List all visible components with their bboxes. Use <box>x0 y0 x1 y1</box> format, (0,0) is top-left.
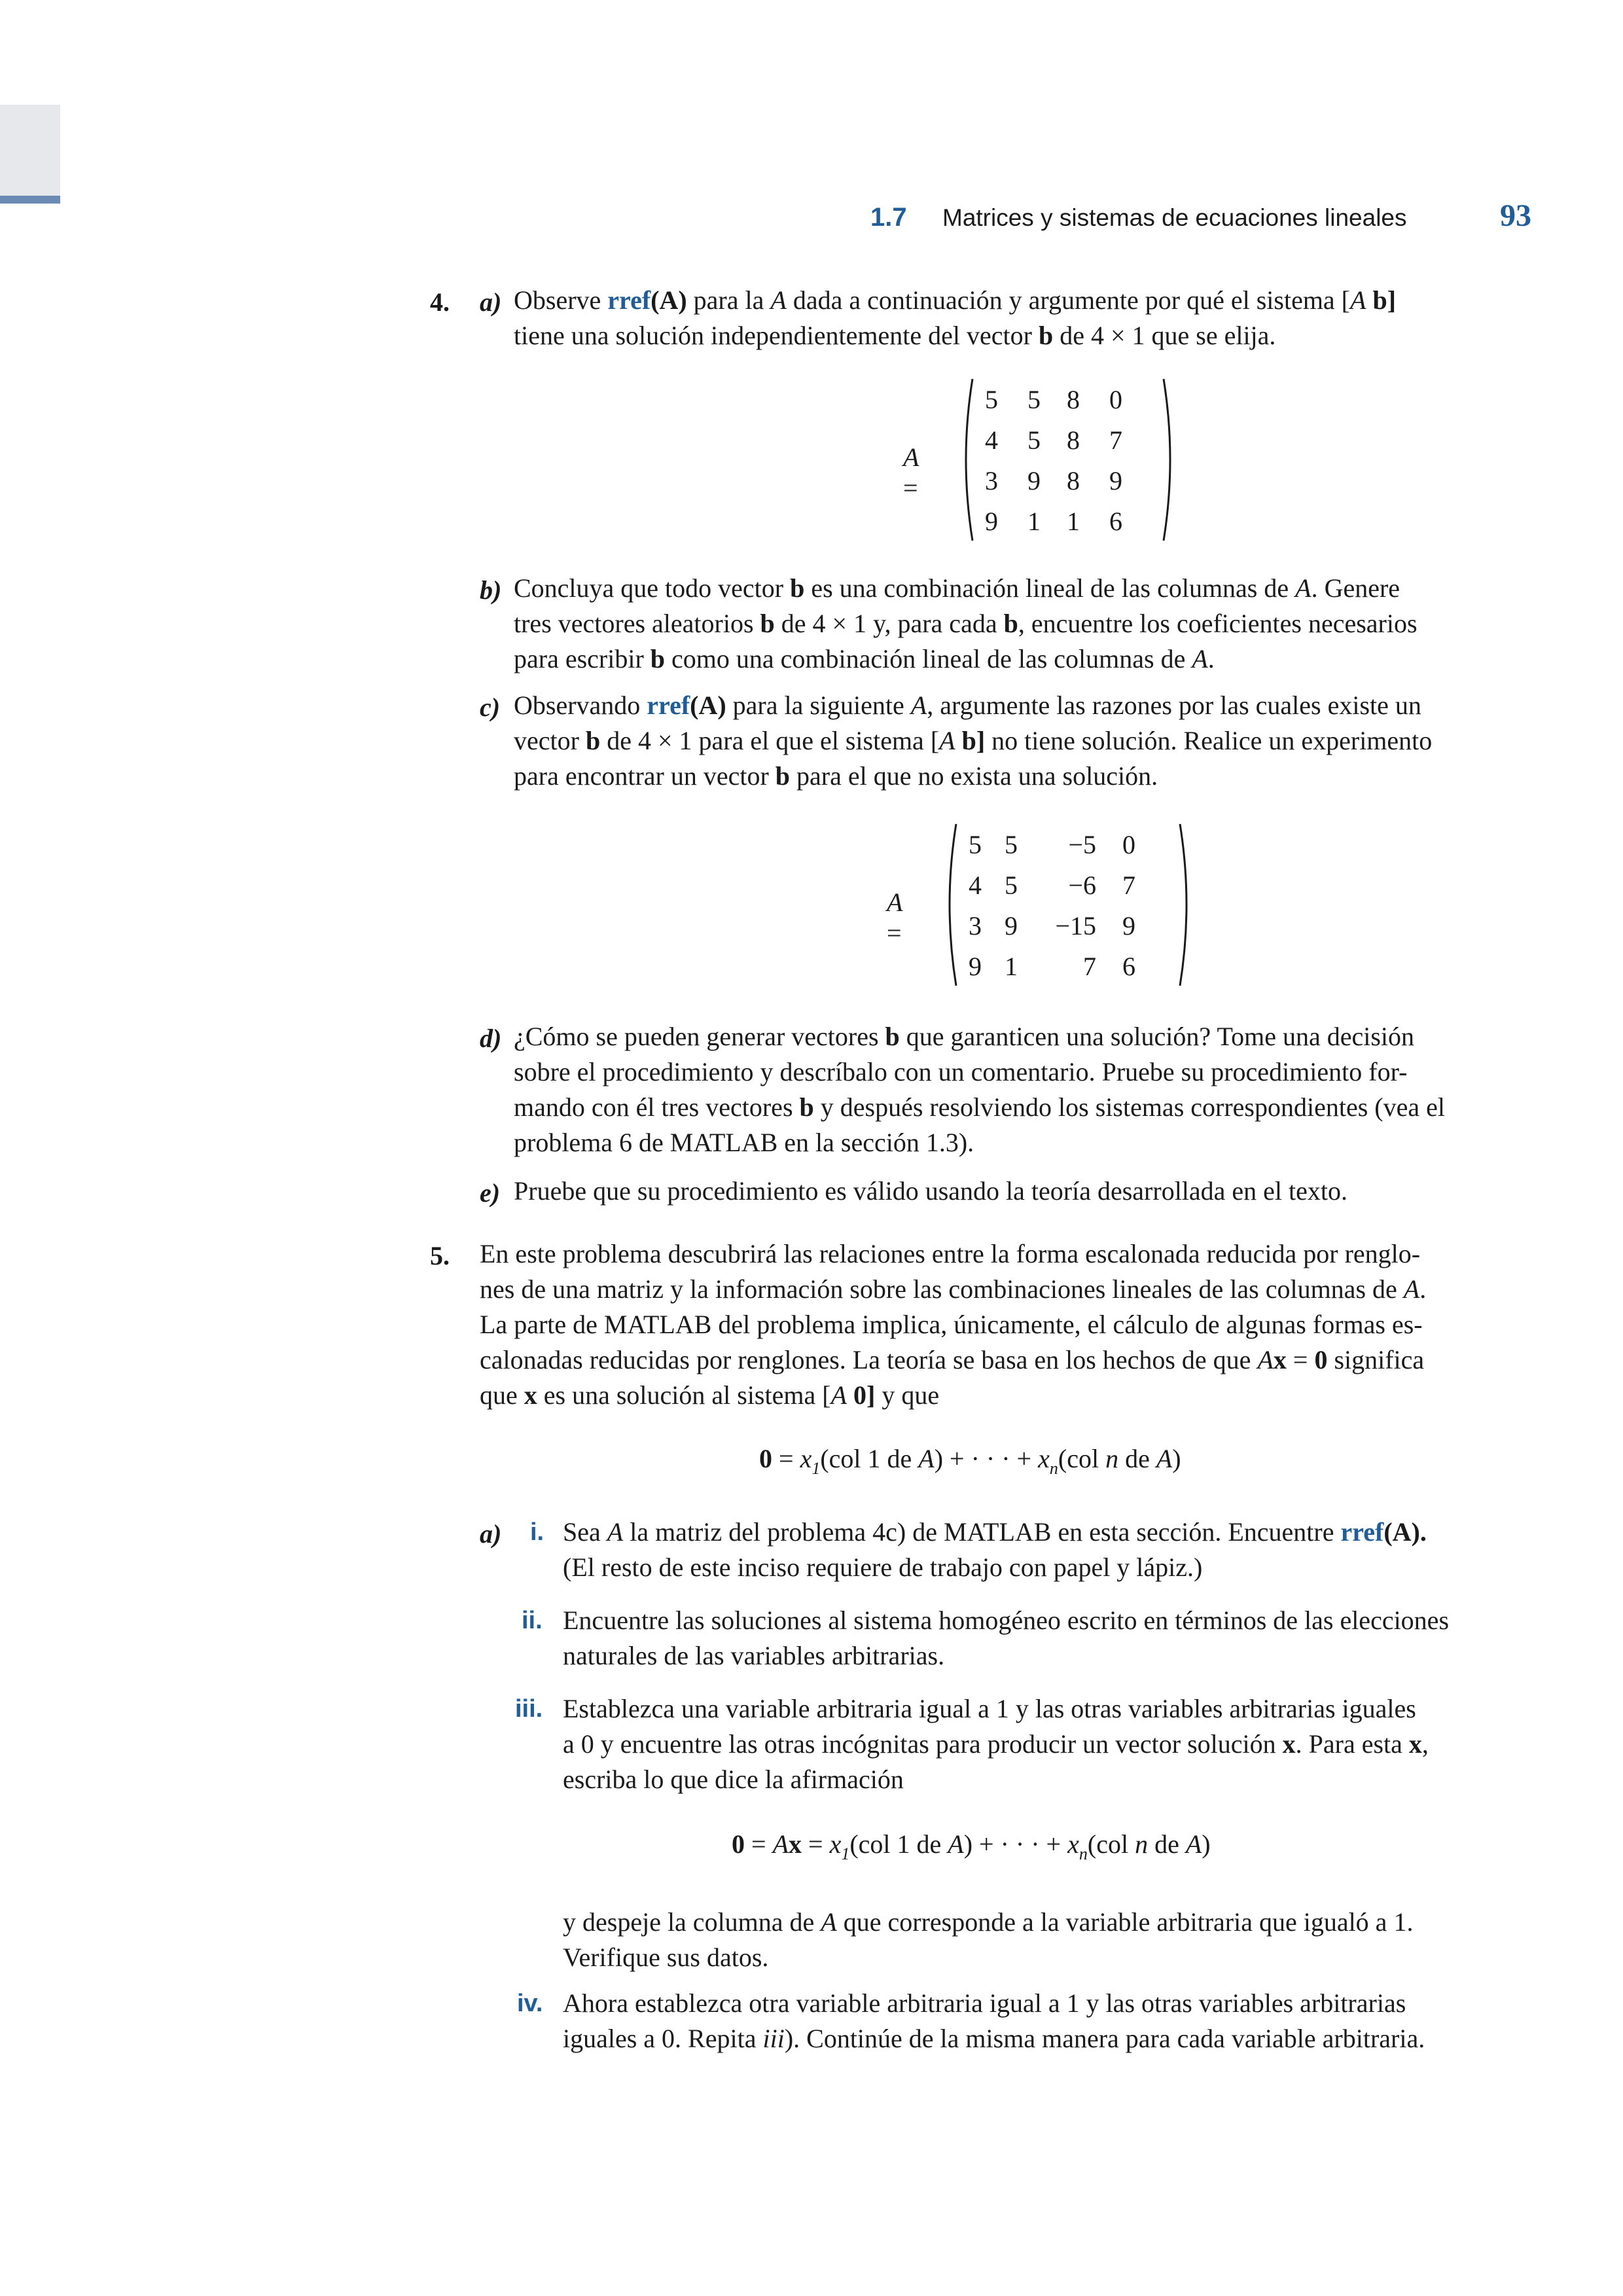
item-4d-line-1: ¿Cómo se pueden generar vectores b que garanticen una solución? Tome una decisión <box>514 1022 1415 1051</box>
matrix-2-cell-r3-c4: 9 <box>1122 911 1135 941</box>
item-4d-line-4: problema 6 de MATLAB en la sección 1.3). <box>514 1128 974 1157</box>
page-number: 93 <box>1500 198 1531 233</box>
problem-5-line-3: La parte de MATLAB del problema implica, únicamente, el cálculo de algunas formas es- <box>480 1310 1423 1339</box>
matrix-2-cell-r3-c1: 3 <box>969 911 982 941</box>
matrix-1-body <box>955 376 1185 543</box>
matrix-2-cell-r1-c1: 5 <box>969 830 982 859</box>
item-4c-line-3: para encontrar un vector b para el que no exista una solución. <box>514 761 1158 791</box>
running-header <box>870 198 1531 243</box>
item-4b-line-2: tres vectores aleatorios b de 4 × 1 y, para cada b, encuentre los coeficientes necesarios <box>514 609 1418 638</box>
item-4b-line-3: para escribir b como una combinación lineal de las columnas de A. <box>514 644 1215 673</box>
item-4a-label: a) <box>480 287 502 317</box>
matrix-1-cell-r4-c3: 1 <box>1067 507 1080 536</box>
problem-5-line-2: nes de una matriz y la información sobre las combinaciones lineales de las columnas de A. <box>480 1274 1427 1304</box>
matrix-2-cell-r2-c4: 7 <box>1122 870 1135 900</box>
matrix-1-cell-r2-c4: 7 <box>1109 425 1122 455</box>
side-tab-accent <box>0 196 60 204</box>
matrix-2-cell-r1-c4: 0 <box>1122 830 1135 859</box>
matrix-1-cell-r4-c2: 1 <box>1027 507 1041 536</box>
matrix-2-cell-r4-c3: 7 <box>1083 952 1096 981</box>
problem-5-intro <box>480 1236 1518 1413</box>
matrix-1-cell-r4-c4: 6 <box>1109 507 1122 536</box>
item-5a-iii-after-line-1: y despeje la columna de A que corresponde a la variable arbitraria que igualó a 1. <box>563 1907 1414 1937</box>
matrix-1-cell-r1-c2: 5 <box>1027 385 1041 414</box>
item-4c-line-2: vector b de 4 × 1 para el que el sistema [A b] no tiene solución. Realice un experimento <box>514 726 1433 755</box>
problem-4-number: 4. <box>430 287 450 317</box>
item-4d-line-3: mando con él tres vectores b y después resolviendo los sistemas correspondientes (vea el <box>514 1092 1445 1122</box>
side-tab <box>0 105 60 200</box>
matrix-1-cell-r1-c1: 5 <box>985 385 998 414</box>
item-5a-iii-label: iii. <box>515 1695 543 1723</box>
item-4a-line-2: tiene una solución independientemente del vector b de 4 × 1 que se elija. <box>514 321 1276 350</box>
item-4a-text <box>514 283 1518 353</box>
item-5a-iii-text <box>563 1691 1518 1797</box>
item-5a-iv-line-1: Ahora establezca otra variable arbitraria igual a 1 y las otras variables arbitrarias <box>563 1988 1406 2018</box>
problem-5-line-1: En este problema descubrirá las relaciones entre la forma escalonada reducida por renglo- <box>480 1239 1421 1268</box>
item-5a-iii-line-3: escriba lo que dice la afirmación <box>563 1765 904 1794</box>
item-5a-i-line-2: (El resto de este inciso requiere de trabajo con papel y lápiz.) <box>563 1552 1203 1582</box>
matrix-2-cell-r2-c1: 4 <box>969 870 982 900</box>
matrix-2-body <box>939 821 1201 988</box>
item-5a-iii-after <box>563 1905 1518 1975</box>
item-4d-text <box>514 1019 1518 1160</box>
matrix-1-cell-r1-c3: 8 <box>1067 385 1080 414</box>
matrix-1-cell-r2-c2: 5 <box>1027 425 1041 455</box>
matrix-1-cell-r3-c3: 8 <box>1067 466 1080 495</box>
item-5a-i-text <box>563 1515 1518 1585</box>
item-5a-iii-line-1: Establezca una variable arbitraria igual a 1 y las otras variables arbitrarias iguales <box>563 1694 1416 1723</box>
item-4e-text: Pruebe que su procedimiento es válido usando la teoría desarrollada en el texto. <box>514 1176 1348 1206</box>
item-4d-label: d) <box>480 1024 502 1053</box>
matrix-1-cell-r4-c1: 9 <box>985 507 998 536</box>
matrix-2-cell-r1-c2: 5 <box>1005 830 1018 859</box>
matrix-1-cell-r3-c2: 9 <box>1027 466 1041 495</box>
equation-1: $0 = x_1(col$ 1 de A) + · · · + $x_n(col$ n de A) <box>759 1444 1181 1478</box>
item-4c-text <box>514 688 1518 794</box>
item-5a-label: a) <box>480 1519 502 1549</box>
matrix-1-cell-r1-c4: 0 <box>1109 385 1122 414</box>
item-4c-label: c) <box>480 692 501 722</box>
item-5a-iii-line-2: a 0 y encuentre las otras incógnitas para producir un vector solución x. Para esta x, <box>563 1729 1429 1759</box>
matrix-1-cell-r3-c1: 3 <box>985 466 998 495</box>
item-5a-iv-text <box>563 1986 1518 2056</box>
matrix-1-cell-r3-c4: 9 <box>1109 466 1122 495</box>
item-5a-i-line-1: Sea A la matriz del problema 4c) de MATLAB en esta sección. Encuentre rref(A). <box>563 1517 1427 1547</box>
matrix-1-lhs: A = <box>903 442 919 503</box>
item-4b-line-1: Concluya que todo vector b es una combinación lineal de las columnas de A. Genere <box>514 573 1400 603</box>
matrix-1-cell-r2-c1: 4 <box>985 425 998 455</box>
item-5a-ii-text <box>563 1603 1518 1674</box>
problem-5-line-4: calonadas reducidas por renglones. La teoría se basa en los hechos de que Ax = 0 significa <box>480 1345 1425 1374</box>
item-4b-label: b) <box>480 575 502 605</box>
problem-5-number: 5. <box>430 1241 450 1270</box>
item-4c-line-1: Observando rref(A) para la siguiente A, argumente las razones por las cuales existe un <box>514 691 1421 720</box>
matrix-2-cell-r4-c2: 1 <box>1005 952 1018 981</box>
matrix-2-cell-r4-c4: 6 <box>1122 952 1135 981</box>
matrix-1-cell-r2-c3: 8 <box>1067 425 1080 455</box>
item-5a-ii-label: ii. <box>522 1607 543 1634</box>
item-5a-ii-line-1: Encuentre las soluciones al sistema homogéneo escrito en términos de las elecciones <box>563 1605 1450 1635</box>
matrix-2-cell-r1-c3: −5 <box>1068 830 1096 859</box>
matrix-2-cell-r3-c2: 9 <box>1005 911 1018 941</box>
item-4d-line-2: sobre el procedimiento y descríbalo con un comentario. Pruebe su procedimiento for- <box>514 1057 1408 1086</box>
item-5a-iii-after-line-2: Verifique sus datos. <box>563 1943 769 1972</box>
section-title: Matrices y sistemas de ecuaciones lineales <box>942 204 1407 231</box>
item-4b-text <box>514 571 1518 677</box>
item-5a-iv-line-2: iguales a 0. Repita iii). Continúe de la misma manera para cada variable arbitraria. <box>563 2024 1425 2053</box>
item-4a-line-1: Observe rref(A) para la A dada a continuación y argumente por qué el sistema [A b] <box>514 285 1397 315</box>
matrix-2-lhs: A = <box>887 888 902 948</box>
matrix-2-cell-r3-c3: −15 <box>1055 911 1096 941</box>
item-5a-iv-label: iv. <box>517 1990 543 2017</box>
section-number: 1.7 <box>870 203 907 232</box>
matrix-2-cell-r2-c3: −6 <box>1068 870 1096 900</box>
equation-2: $0 = Ax = x_1(col$ 1 de A) + · · · + $x_n(col$ n de A) <box>732 1829 1211 1863</box>
matrix-2-cell-r4-c1: 9 <box>969 952 982 981</box>
item-4e-label: e) <box>480 1178 501 1208</box>
item-5a-i-label: i. <box>530 1518 544 1546</box>
item-5a-ii-line-2: naturales de las variables arbitrarias. <box>563 1641 945 1670</box>
problem-5-line-5: que x es una solución al sistema [A 0] y que <box>480 1380 940 1410</box>
matrix-2-cell-r2-c2: 5 <box>1005 870 1018 900</box>
